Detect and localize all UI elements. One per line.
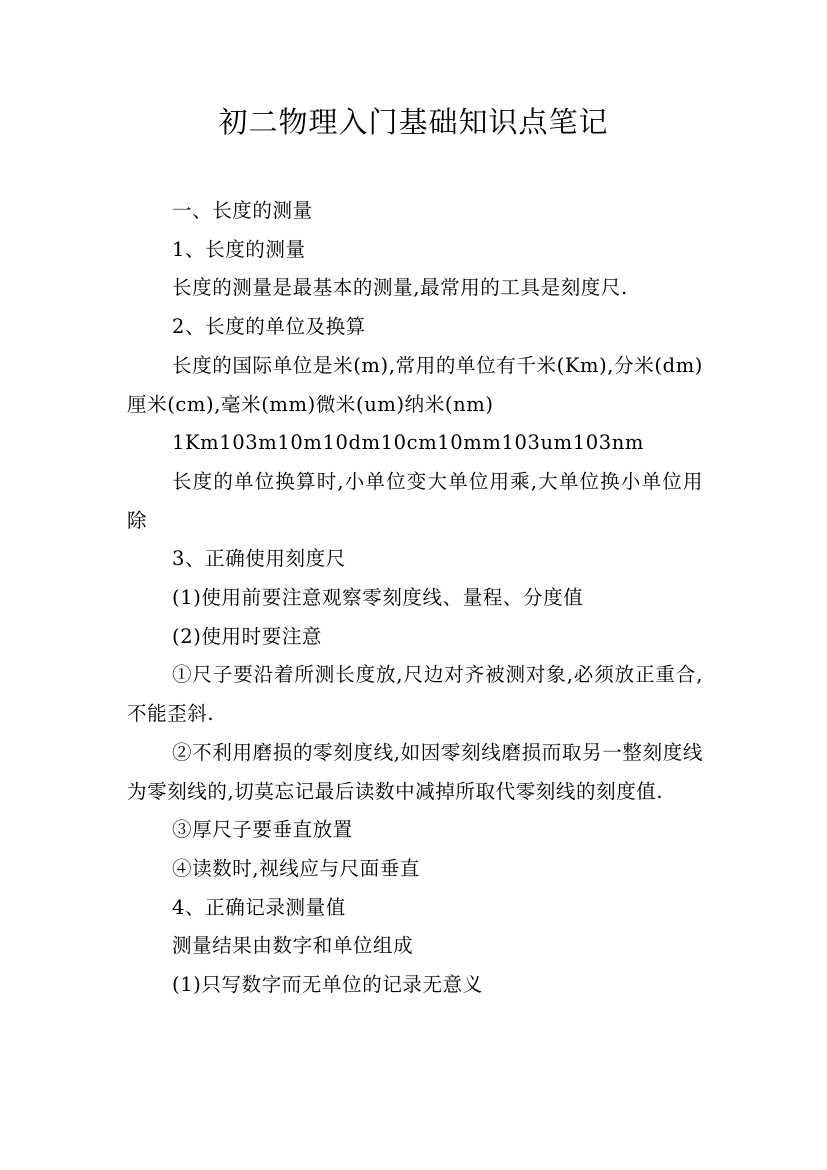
list-item-during-use: (2)使用时要注意 (172, 624, 323, 648)
paragraph-conversion-rule: 长度的单位换算时,小单位变大单位用乘,大单位换小单位用除 (127, 469, 703, 532)
subheading-recording-values: 4、正确记录测量值 (172, 895, 346, 919)
list-item-worn-zero-line: ②不利用磨损的零刻度线,如因零刻线磨损而取另一整刻度线为零刻线的,切莫忘记最后读数中减掉所取代零刻线的刻度值. (127, 740, 703, 803)
paragraph-basic-measurement: 长度的测量是最基本的测量,最常用的工具是刻度尺. (172, 276, 628, 300)
list-item-no-unit: (1)只写数字而无单位的记录无意义 (172, 973, 483, 997)
section-heading-length-measurement: 一、长度的测量 (172, 199, 313, 222)
subheading-units-conversion: 2、长度的单位及换算 (172, 315, 366, 339)
list-item-line-of-sight: ④读数时,视线应与尺面垂直 (172, 856, 420, 880)
document-body (127, 192, 703, 1005)
paragraph-unit-chain: 1Km103m10m10dm10cm10mm103um103nm (172, 431, 645, 455)
subheading-length-measurement: 1、长度的测量 (172, 237, 306, 261)
paragraph-international-units: 长度的国际单位是米(m),常用的单位有千米(Km),分米(dm)厘米(cm),毫米(mm)微米(um)纳米(nm) (127, 353, 703, 416)
paragraph-result-composition: 测量结果由数字和单位组成 (172, 934, 414, 958)
list-item-before-use: (1)使用前要注意观察零刻度线、量程、分度值 (172, 586, 584, 610)
document-title: 初二物理入门基础知识点笔记 (218, 105, 609, 139)
subheading-correct-ruler-use: 3、正确使用刻度尺 (172, 547, 346, 571)
list-item-thick-ruler: ③厚尺子要垂直放置 (172, 818, 353, 842)
list-item-placement: ①尺子要沿着所测长度放,尺边对齐被测对象,必须放正重合,不能歪斜. (127, 663, 703, 726)
